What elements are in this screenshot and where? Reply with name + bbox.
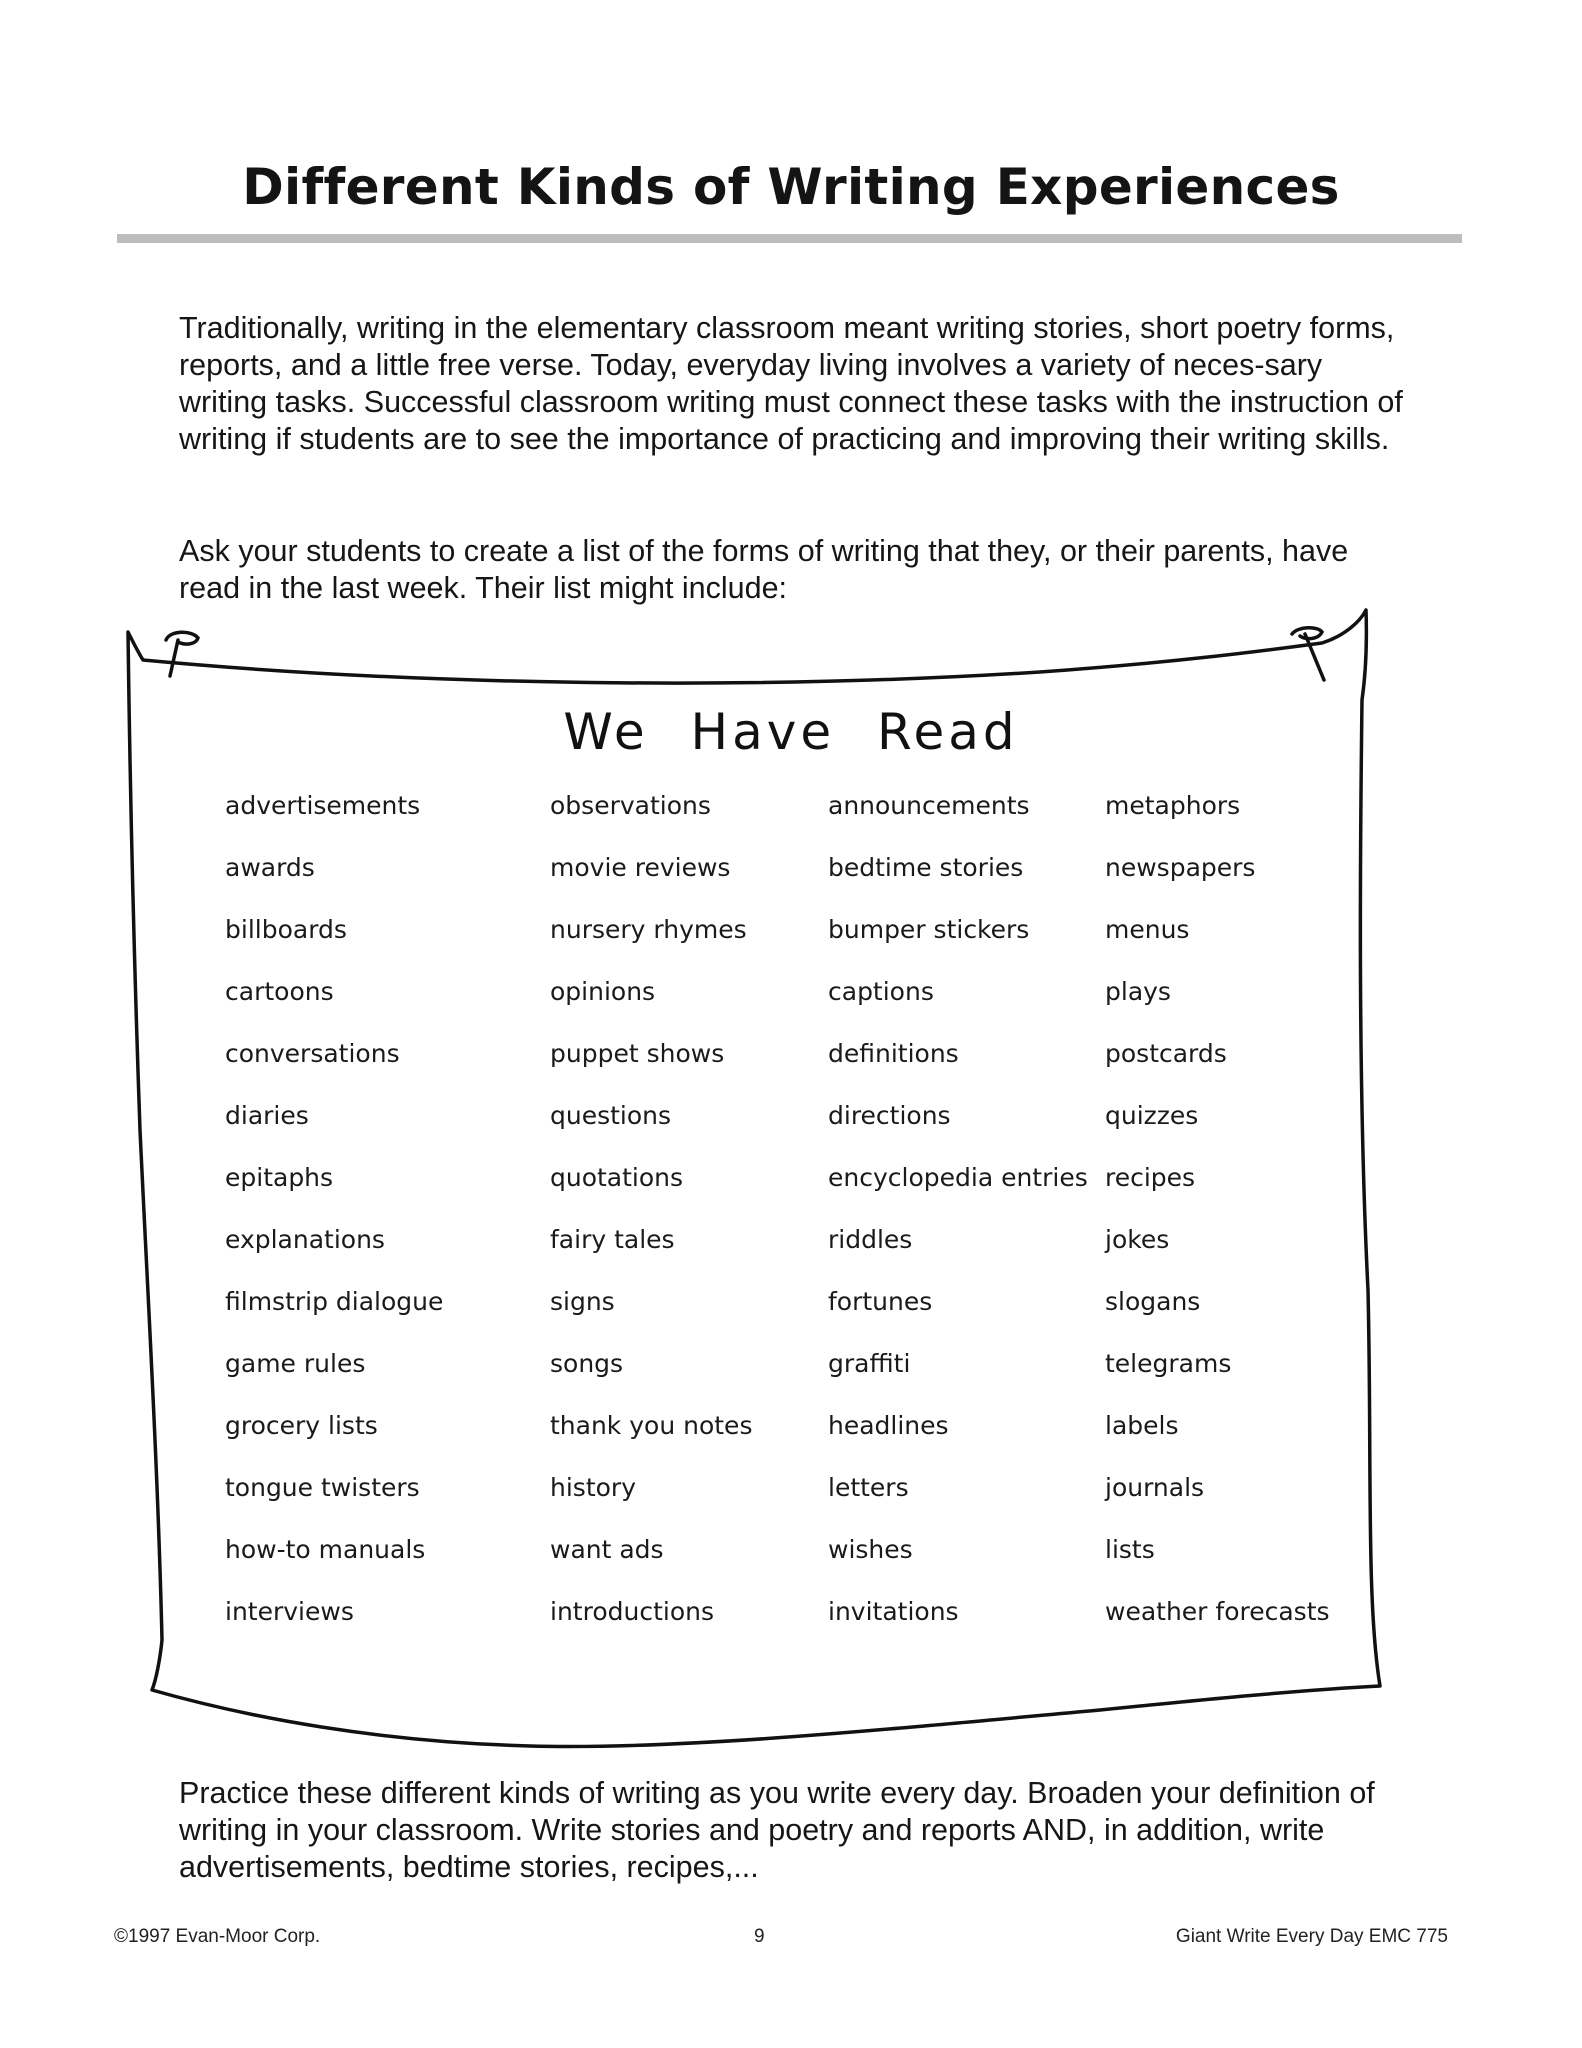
list-item: billboards (225, 915, 347, 944)
list-item: grocery lists (225, 1411, 378, 1440)
list-item: menus (1105, 915, 1190, 944)
intro-paragraph: Traditionally, writing in the elementary classroom meant writing stories, short poetry forms, reports, and a little free verse. Today, everyday living involves a variety of neces-sary writing tasks. Successful classroom writing must connect these tasks with the instruction of writing if students are to see the importance of practicing and improving their writing skills. (179, 311, 1403, 456)
word-column-4 (1105, 792, 1330, 1660)
list-item: observations (550, 791, 711, 820)
list-item: diaries (225, 1101, 309, 1130)
list-item: headlines (828, 1411, 949, 1440)
list-item: opinions (550, 977, 656, 1006)
list-item: nursery rhymes (550, 915, 747, 944)
list-item: announcements (828, 791, 1030, 820)
list-item: quotations (550, 1163, 684, 1192)
list-item: epitaphs (225, 1163, 334, 1192)
list-item: telegrams (1105, 1349, 1232, 1378)
list-item: journals (1105, 1473, 1205, 1502)
word-column-1 (225, 792, 443, 1660)
footer-page-number: 9 (754, 1926, 765, 1947)
list-item: graffiti (828, 1349, 911, 1378)
list-item: metaphors (1105, 791, 1241, 820)
list-item: want ads (550, 1535, 664, 1564)
list-item: directions (828, 1101, 951, 1130)
list-item: tongue twisters (225, 1473, 420, 1502)
list-item: puppet shows (550, 1039, 725, 1068)
list-item: history (550, 1473, 636, 1502)
list-item: advertisements (225, 791, 421, 820)
instruction-paragraph: Ask your students to create a list of the forms of writing that they, or their parents, have read in the last week. Their list might include: (179, 534, 1349, 605)
list-item: fairy tales (550, 1225, 675, 1254)
list-item: newspapers (1105, 853, 1256, 882)
list-item: introductions (550, 1597, 714, 1626)
footer-copyright: ©1997 Evan-Moor Corp. (114, 1926, 321, 1947)
list-item: wishes (828, 1535, 913, 1564)
list-item: bumper stickers (828, 915, 1030, 944)
list-item: plays (1105, 977, 1171, 1006)
list-item: awards (225, 853, 315, 882)
right-pin-icon (1292, 628, 1324, 680)
list-item: captions (828, 977, 934, 1006)
list-item: recipes (1105, 1163, 1196, 1192)
list-item: signs (550, 1287, 615, 1316)
list-item: cartoons (225, 977, 334, 1006)
list-item: movie reviews (550, 853, 731, 882)
list-item: encyclopedia entries (828, 1163, 1088, 1192)
list-item: weather forecasts (1105, 1597, 1330, 1626)
list-item: quizzes (1105, 1101, 1199, 1130)
list-item: explanations (225, 1225, 385, 1254)
list-item: songs (550, 1349, 624, 1378)
list-item: labels (1105, 1411, 1179, 1440)
list-item: jokes (1105, 1225, 1170, 1254)
page-title: Different Kinds of Writing Experiences (242, 158, 1340, 216)
list-item: fortunes (828, 1287, 933, 1316)
list-item: interviews (225, 1597, 354, 1626)
footer-book-title: Giant Write Every Day EMC 775 (1175, 1926, 1448, 1947)
closing-paragraph: Practice these different kinds of writing as you write every day. Broaden your definition of writing in your classroom. Write stories and poetry and reports AND, in addition, write advertisements, bedtime stories, recipes,... (179, 1776, 1375, 1884)
list-item: filmstrip dialogue (225, 1287, 444, 1316)
word-column-2 (550, 792, 752, 1660)
list-item: conversations (225, 1039, 400, 1068)
list-item: riddles (828, 1225, 913, 1254)
list-item: game rules (225, 1349, 366, 1378)
list-item: letters (828, 1473, 909, 1502)
list-item: slogans (1105, 1287, 1201, 1316)
list-item: invitations (828, 1597, 959, 1626)
list-item: bedtime stories (828, 853, 1024, 882)
word-column-3 (828, 792, 1088, 1660)
list-item: thank you notes (550, 1411, 753, 1440)
list-item: how-to manuals (225, 1535, 426, 1564)
list-item: postcards (1105, 1039, 1227, 1068)
left-pin-icon (166, 632, 198, 676)
list-item: definitions (828, 1039, 959, 1068)
list-item: questions (550, 1101, 672, 1130)
banner-title: We Have Read (563, 703, 1019, 761)
list-item: lists (1105, 1535, 1155, 1564)
